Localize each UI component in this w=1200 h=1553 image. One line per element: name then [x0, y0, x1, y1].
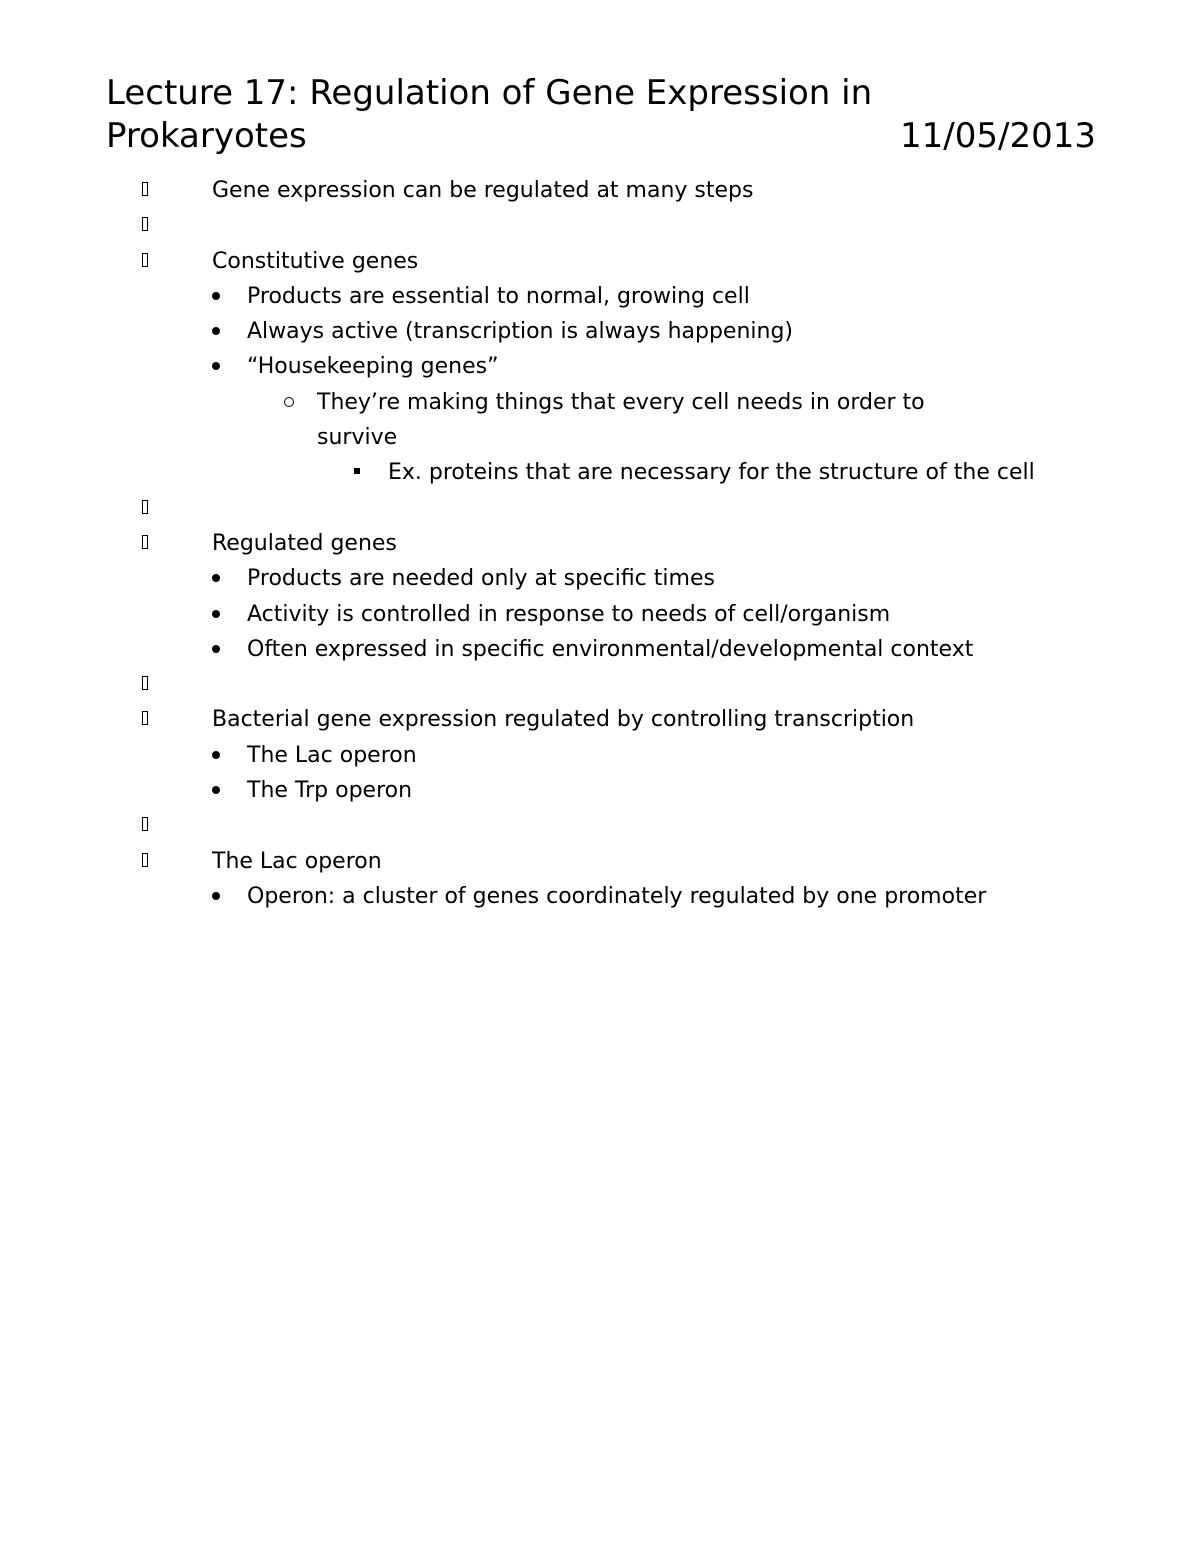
outline-item — [0, 844, 1200, 879]
outline-heading: Regulated genes — [212, 530, 397, 556]
filled-square-icon — [354, 468, 360, 474]
list-item — [0, 773, 1200, 808]
outline-item — [0, 173, 1200, 208]
title-line-2 — [106, 115, 1096, 158]
filled-dot-icon — [212, 362, 220, 370]
filled-dot-icon — [212, 892, 220, 900]
outline-heading: Constitutive genes — [212, 248, 419, 274]
list-item — [0, 561, 1200, 596]
outline-item — [0, 244, 1200, 279]
bullet-text: Products are needed only at specific times — [247, 566, 715, 592]
missing-glyph-box-icon — [142, 500, 148, 514]
list-item — [0, 632, 1200, 667]
outline-item — [0, 702, 1200, 737]
list-item — [0, 314, 1200, 349]
title-line-1: Lecture 17: Regulation of Gene Expression in — [106, 73, 873, 113]
outline-item-empty — [0, 208, 1200, 243]
title-subject: Prokaryotes — [106, 116, 307, 156]
bullet-text: Often expressed in specific environmental/developmental context — [247, 636, 974, 662]
bullet-text: Operon: a cluster of genes coordinately regulated by one promoter — [247, 883, 987, 909]
outline-item-empty — [0, 491, 1200, 526]
missing-glyph-box-icon — [142, 535, 148, 549]
bullet-text: Activity is controlled in response to needs of cell/organism — [247, 601, 891, 627]
outline-heading: Gene expression can be regulated at many steps — [212, 178, 754, 203]
list-item — [0, 879, 1200, 914]
bullet-text: The Trp operon — [247, 778, 413, 804]
bullet-text: The Lac operon — [247, 742, 417, 768]
filled-dot-icon — [212, 786, 220, 794]
bullet-text: They’re making things that every cell needs in order to survive — [317, 389, 925, 451]
list-item-level3 — [0, 455, 1200, 490]
outline-heading: Bacterial gene expression regulated by controlling transcription — [212, 707, 915, 733]
outline-item-empty — [0, 667, 1200, 702]
bullet-text: “Housekeeping genes” — [247, 354, 499, 380]
missing-glyph-box-icon — [142, 711, 148, 725]
list-item — [0, 349, 1200, 384]
hollow-circle-icon — [284, 397, 294, 407]
lecture-date: 11/05/2013 — [900, 116, 1096, 156]
notes-outline — [0, 173, 1200, 914]
filled-dot-icon — [212, 574, 220, 582]
bullet-text: Products are essential to normal, growing cell — [247, 283, 750, 309]
missing-glyph-box-icon — [142, 676, 148, 690]
list-item-level2 — [0, 385, 1200, 456]
page-title — [106, 72, 1096, 158]
filled-dot-icon — [212, 292, 220, 300]
list-item — [0, 597, 1200, 632]
filled-dot-icon — [212, 610, 220, 618]
missing-glyph-box-icon — [142, 253, 148, 267]
missing-glyph-box-icon — [142, 182, 148, 196]
missing-glyph-box-icon — [142, 853, 148, 867]
filled-dot-icon — [212, 327, 220, 335]
bullet-text: Always active (transcription is always happening) — [247, 319, 794, 345]
missing-glyph-box-icon — [142, 817, 148, 831]
missing-glyph-box-icon — [142, 217, 148, 231]
list-item — [0, 738, 1200, 773]
filled-dot-icon — [212, 751, 220, 759]
outline-heading: The Lac operon — [212, 848, 382, 874]
bullet-text: Ex. proteins that are necessary for the structure of the cell — [388, 460, 1035, 486]
outline-item-empty — [0, 808, 1200, 843]
list-item — [0, 279, 1200, 314]
outline-item — [0, 526, 1200, 561]
filled-dot-icon — [212, 645, 220, 653]
